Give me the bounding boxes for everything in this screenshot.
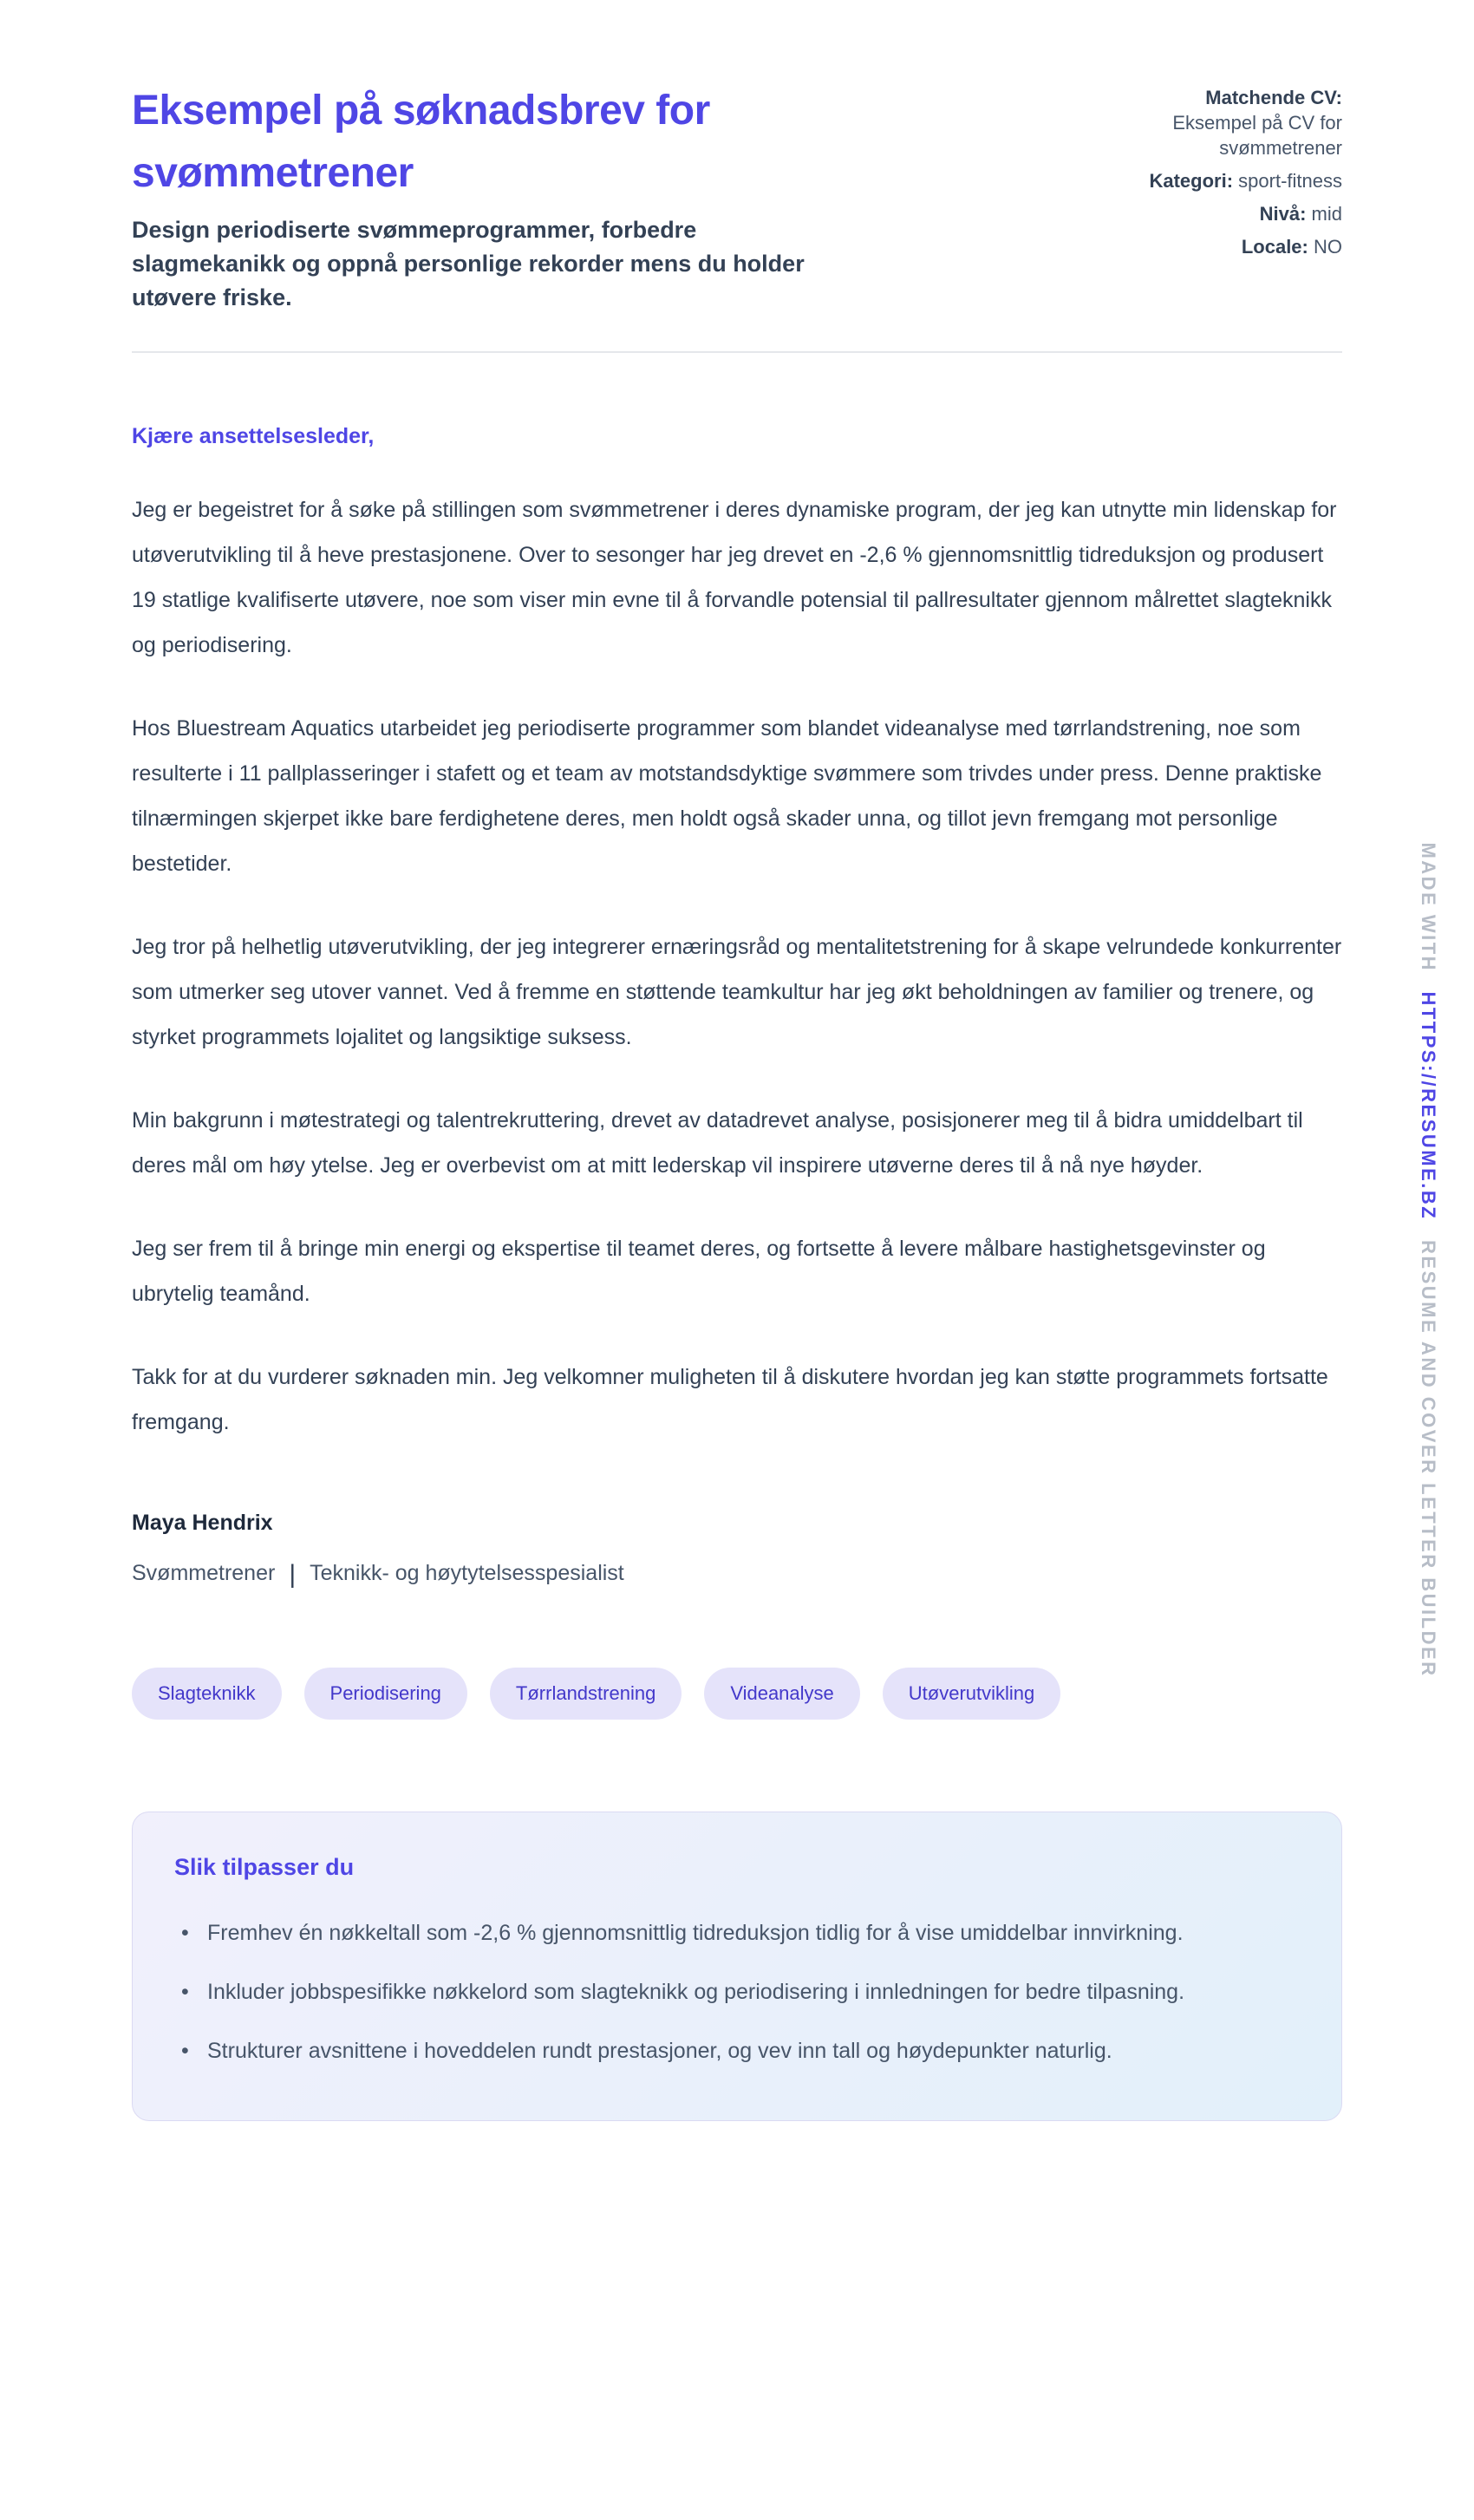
meta-category-label: Kategori: xyxy=(1149,170,1234,192)
letter-paragraph: Min bakgrunn i møtestrategi og talentrekruttering, drevet av datadrevet analyse, posisjonerer meg til å bidra umiddelbart til deres mål om høy ytelse. Jeg er overbevist om at mitt lederskap vil inspirere utøverne deres til å nå nye høyder. xyxy=(132,1108,1303,1178)
meta-locale-value: NO xyxy=(1314,236,1342,258)
meta-level xyxy=(1072,201,1342,226)
header-title-block xyxy=(132,80,912,315)
letter-paragraph: Hos Bluestream Aquatics utarbeidet jeg periodiserte programmer som blandet videanalyse med tørrlandstrening, noe som resulterte i 11 pallplasseringer i stafett og et team av motstandsdyktige svømmere som trivdes under press. Denne praktiske tilnærmingen skjerpet ikke bare ferdighetene deres, men holdt også skader unna, og tillot jevn fremgang mot personlige bestetider. xyxy=(132,716,1322,876)
page-title: Eksempel på søknadsbrev for svømmetrener xyxy=(132,88,710,196)
letter-paragraph: Takk for at du vurderer søknaden min. Jeg velkomner muligheten til å diskutere hvordan jeg kan støtte programmets fortsatte fremgang. xyxy=(132,1365,1328,1434)
tag-pill[interactable]: Slagteknikk xyxy=(132,1668,282,1720)
ribbon-resume-bz-link[interactable]: HTTPS://RESUME.BZ xyxy=(1418,991,1439,1221)
letter-paragraph: Jeg tror på helhetlig utøverutvikling, der jeg integrerer ernæringsråd og mentalitetstrening for å skape velrundede konkurrenter som utmerker seg utover vannet. Ved å fremme en støttende teamkultur har jeg økt beholdningen av familier og trenere, og styrket programmets lojalitet og langsiktige suksess. xyxy=(132,935,1342,1049)
meta-level-value: mid xyxy=(1311,203,1342,225)
letter-paragraph: Jeg er begeistret for å søke på stillingen som svømmetrener i deres dynamiske program, der jeg kan utnytte min lidenskap for utøverutvikling til å heve prestasjonene. Over to sesonger har jeg drevet en -2,6 % gjennomsnittlig tidreduksjon og produsert 19 statlige kvalifiserte utøvere, noe som viser min evne til å forvandle potensial til pallresultater gjennom målrettet slagteknikk og periodisering. xyxy=(132,498,1337,657)
meta-panel xyxy=(1072,80,1342,267)
meta-locale-label: Locale: xyxy=(1241,236,1308,258)
tag-pill[interactable]: Tørrlandstrening xyxy=(490,1668,682,1720)
role-separator: | xyxy=(289,1560,297,1589)
letter-greeting: Kjære ansettelsesleder, xyxy=(132,424,375,448)
tip-item: • Inkluder jobbspesifikke nøkkelord som slagteknikk og periodisering i innledningen for bedre tilpasning. xyxy=(174,1969,1300,2014)
tips-list xyxy=(174,1910,1300,2073)
ribbon-builder-text: RESUME AND COVER LETTER BUILDER xyxy=(1418,1240,1439,1678)
header-divider xyxy=(132,351,1342,353)
made-with-ribbon xyxy=(1417,842,1439,1677)
skill-tags xyxy=(132,1668,1342,1720)
meta-matching-cv-link[interactable]: Eksempel på CV for svømmetrener xyxy=(1172,112,1342,159)
letter-paragraph: Jeg ser frem til å bringe min energi og ekspertise til teamet deres, og fortsette å levere målbare hastighetsgevinster og ubrytelig teamånd. xyxy=(132,1237,1266,1306)
meta-level-label: Nivå: xyxy=(1259,203,1307,225)
page-header xyxy=(132,80,1342,315)
tag-pill[interactable]: Periodisering xyxy=(304,1668,467,1720)
meta-locale xyxy=(1072,234,1342,259)
tag-pill[interactable]: Utøverutvikling xyxy=(883,1668,1060,1720)
meta-matching-cv-label: Matchende CV: xyxy=(1205,87,1342,108)
meta-category-value: sport-fitness xyxy=(1238,170,1342,192)
tip-item: • Strukturer avsnittene i hoveddelen rundt prestasjoner, og vev inn tall og høydepunkter naturlig. xyxy=(174,2028,1300,2073)
signature-role xyxy=(132,1560,1342,1590)
letter-body xyxy=(132,487,1342,1445)
tips-title: Slik tilpasser du xyxy=(174,1854,355,1880)
signature-role-title: Svømmetrener xyxy=(132,1561,276,1585)
meta-category xyxy=(1072,168,1342,193)
customization-tips-box xyxy=(132,1812,1342,2121)
ribbon-made-with: MADE WITH xyxy=(1418,842,1439,973)
meta-matching-cv xyxy=(1072,85,1342,160)
content-column xyxy=(132,0,1342,2121)
page-subtitle: Design periodiserte svømmeprogrammer, forbedre slagmekanikk og oppnå personlige rekorder mens du holder utøvere friske. xyxy=(132,217,805,310)
signature-role-specialty: Teknikk- og høytytelsesspesialist xyxy=(310,1561,624,1585)
signature-name: Maya Hendrix xyxy=(132,1511,273,1535)
signature-block xyxy=(132,1511,1342,1590)
tip-item: • Fremhev én nøkkeltall som -2,6 % gjennomsnittlig tidreduksjon tidlig for å vise umiddelbar innvirkning. xyxy=(174,1910,1300,1955)
tag-pill[interactable]: Videanalyse xyxy=(704,1668,859,1720)
